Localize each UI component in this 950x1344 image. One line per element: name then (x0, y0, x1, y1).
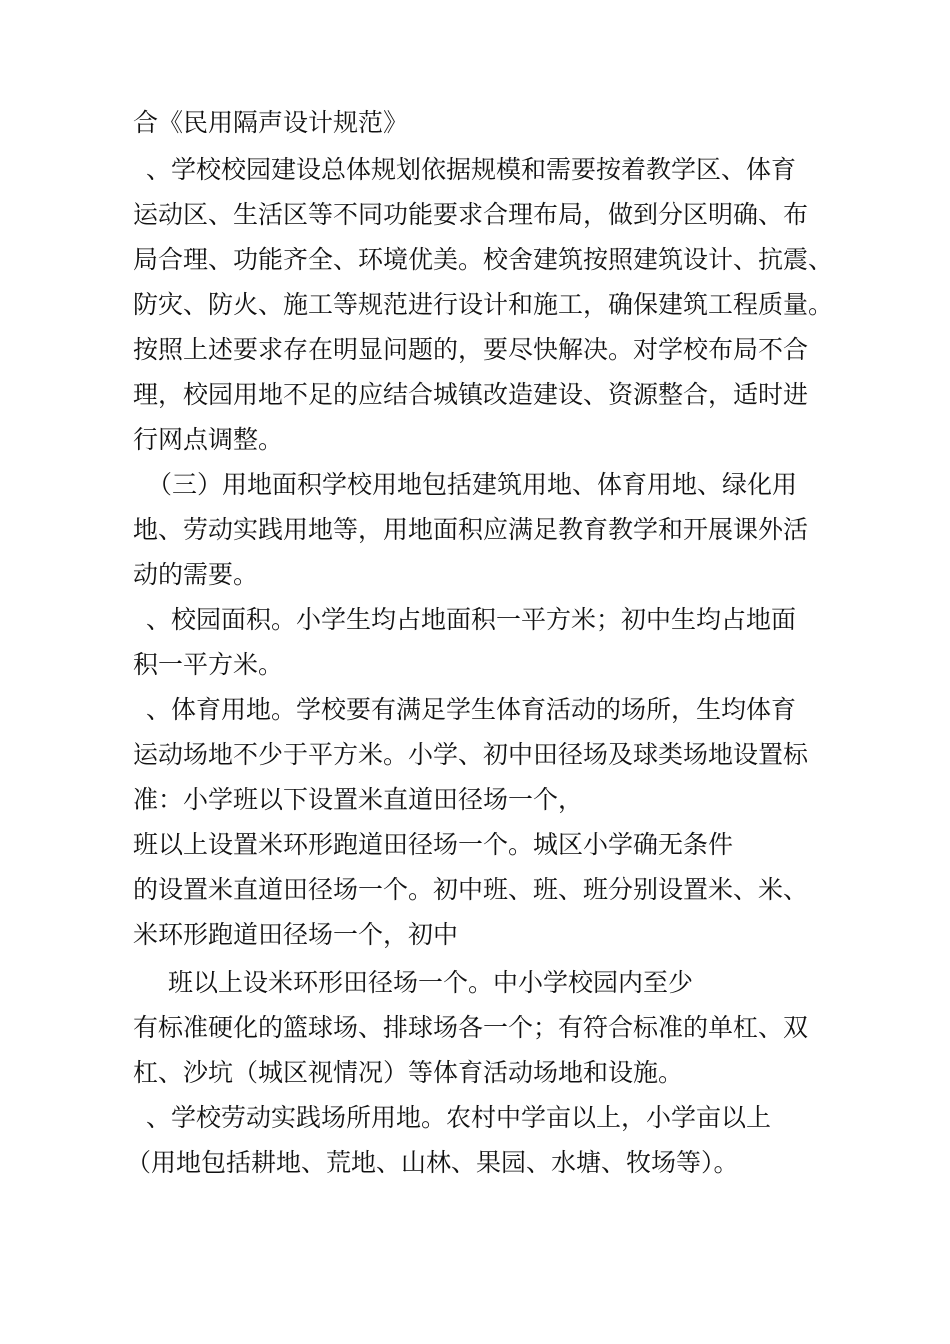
text-line: 运动场地不少于平方米。小学、初中田径场及球类场地设置标 (133, 740, 809, 769)
text-line: 行网点调整。 (133, 425, 284, 454)
text-line: 按照上述要求存在明显问题的，要尽快解决。对学校布局不合 (133, 335, 809, 364)
text-line: 、学校校园建设总体规划依据规模和需要按着教学区、体育 (146, 155, 797, 184)
section-heading: （三）用地面积学校用地包括建筑用地、体育用地、绿化用 (147, 470, 798, 499)
text-line: 积一平方米。 (133, 650, 284, 679)
text-line: （用地包括耕地、荒地、山林、果园、水塘、牧场等）。 (126, 1148, 739, 1177)
text-line: 理，校园用地不足的应结合城镇改造建设、资源整合，适时进 (133, 380, 809, 409)
text-line: 、学校劳动实践场所用地。农村中学亩以上，小学亩以上 (146, 1103, 772, 1132)
text-line: 班以上设米环形田径场一个。中小学校园内至少 (168, 968, 694, 997)
text-line: 运动区、生活区等不同功能要求合理布局，做到分区明确、布 (133, 200, 809, 229)
text-line: 局合理、功能齐全、环境优美。校舍建筑按照建筑设计、抗震、 (133, 245, 834, 274)
text-line: 的设置米直道田径场一个。初中班、班、班分别设置米、米、 (133, 875, 809, 904)
text-line: 、体育用地。学校要有满足学生体育活动的场所，生均体育 (146, 695, 797, 724)
text-line: 合《民用隔声设计规范》 (133, 108, 409, 137)
text-line: 有标准硬化的篮球场、排球场各一个；有符合标准的单杠、双 (133, 1013, 809, 1042)
text-line: 杠、沙坑（城区视情况）等体育活动场地和设施。 (133, 1058, 684, 1087)
text-line: 防灾、防火、施工等规范进行设计和施工，确保建筑工程质量。 (133, 290, 834, 319)
text-line: 地、劳动实践用地等，用地面积应满足教育教学和开展课外活 (133, 515, 809, 544)
text-line: 班以上设置米环形跑道田径场一个。城区小学确无条件 (133, 830, 734, 859)
text-line: 米环形跑道田径场一个，初中 (133, 920, 459, 949)
text-line: 动的需要。 (133, 560, 259, 589)
text-line: 准：小学班以下设置米直道田径场一个， (133, 785, 584, 814)
text-line: 、校园面积。小学生均占地面积一平方米；初中生均占地面 (146, 605, 797, 634)
